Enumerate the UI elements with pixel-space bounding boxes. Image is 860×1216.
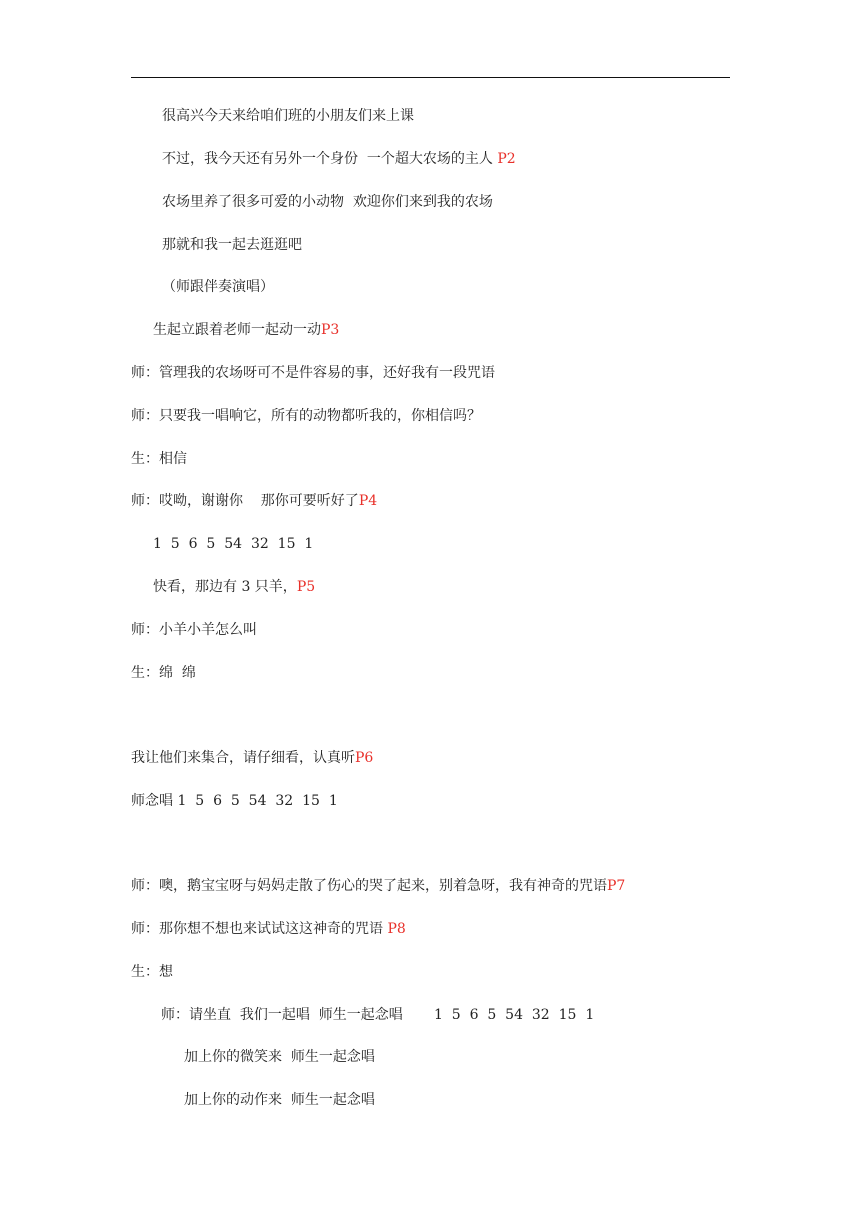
text-line: （师跟伴奏演唱） — [162, 279, 274, 295]
page-marker: P8 — [387, 921, 406, 937]
page-marker: P7 — [607, 878, 626, 894]
text-line: 生起立跟着老师一起动一动P3 — [153, 322, 340, 338]
text-line: 师：哎呦，谢谢你 那你可要听好了P4 — [131, 493, 378, 509]
text-line: 农场里养了很多可爱的小动物 欢迎你们来到我的农场 — [162, 194, 493, 210]
text-line: 师：管理我的农场呀可不是件容易的事，还好我有一段咒语 — [131, 365, 495, 381]
text-line: 师：只要我一唱响它，所有的动物都听我的，你相信吗？ — [131, 408, 481, 424]
text-line: 生：相信 — [131, 451, 187, 467]
page-marker: P4 — [358, 493, 378, 509]
page-marker: P6 — [355, 750, 374, 766]
text-line: 1 5 6 5 54 32 15 1 — [153, 536, 314, 552]
text-line: 师：噢，鹅宝宝呀与妈妈走散了伤心的哭了起来，别着急呀，我有神奇的咒语P7 — [131, 878, 626, 894]
text-line: 加上你的动作来 师生一起念唱 — [184, 1092, 375, 1108]
text-line: 生：想 — [131, 964, 173, 980]
text-line: 那就和我一起去逛逛吧 — [162, 237, 302, 253]
page-marker: P3 — [321, 322, 340, 338]
text-line: 师：那你想不想也来试试这这神奇的咒语 P8 — [131, 921, 406, 937]
text-line: 师念唱 1 5 6 5 54 32 15 1 — [131, 793, 338, 809]
text-line: 加上你的微笑来 师生一起念唱 — [184, 1049, 375, 1065]
header-rule — [131, 77, 730, 78]
page-marker: P2 — [497, 151, 516, 167]
text-line: 不过，我今天还有另外一个身份 一个超大农场的主人 P2 — [162, 151, 516, 167]
text-line: 我让他们来集合，请仔细看，认真听P6 — [131, 750, 374, 766]
text-line: 很高兴今天来给咱们班的小朋友们来上课 — [162, 108, 414, 124]
text-line: 师：小羊小羊怎么叫 — [131, 622, 257, 638]
text-line: 生：绵 绵 — [131, 665, 196, 681]
text-line: 快看，那边有 3 只羊，P5 — [153, 579, 316, 595]
page-marker: P5 — [296, 579, 316, 595]
text-line: 师：请坐直 我们一起唱 师生一起念唱 1 5 6 5 54 32 15 1 — [161, 1007, 595, 1023]
